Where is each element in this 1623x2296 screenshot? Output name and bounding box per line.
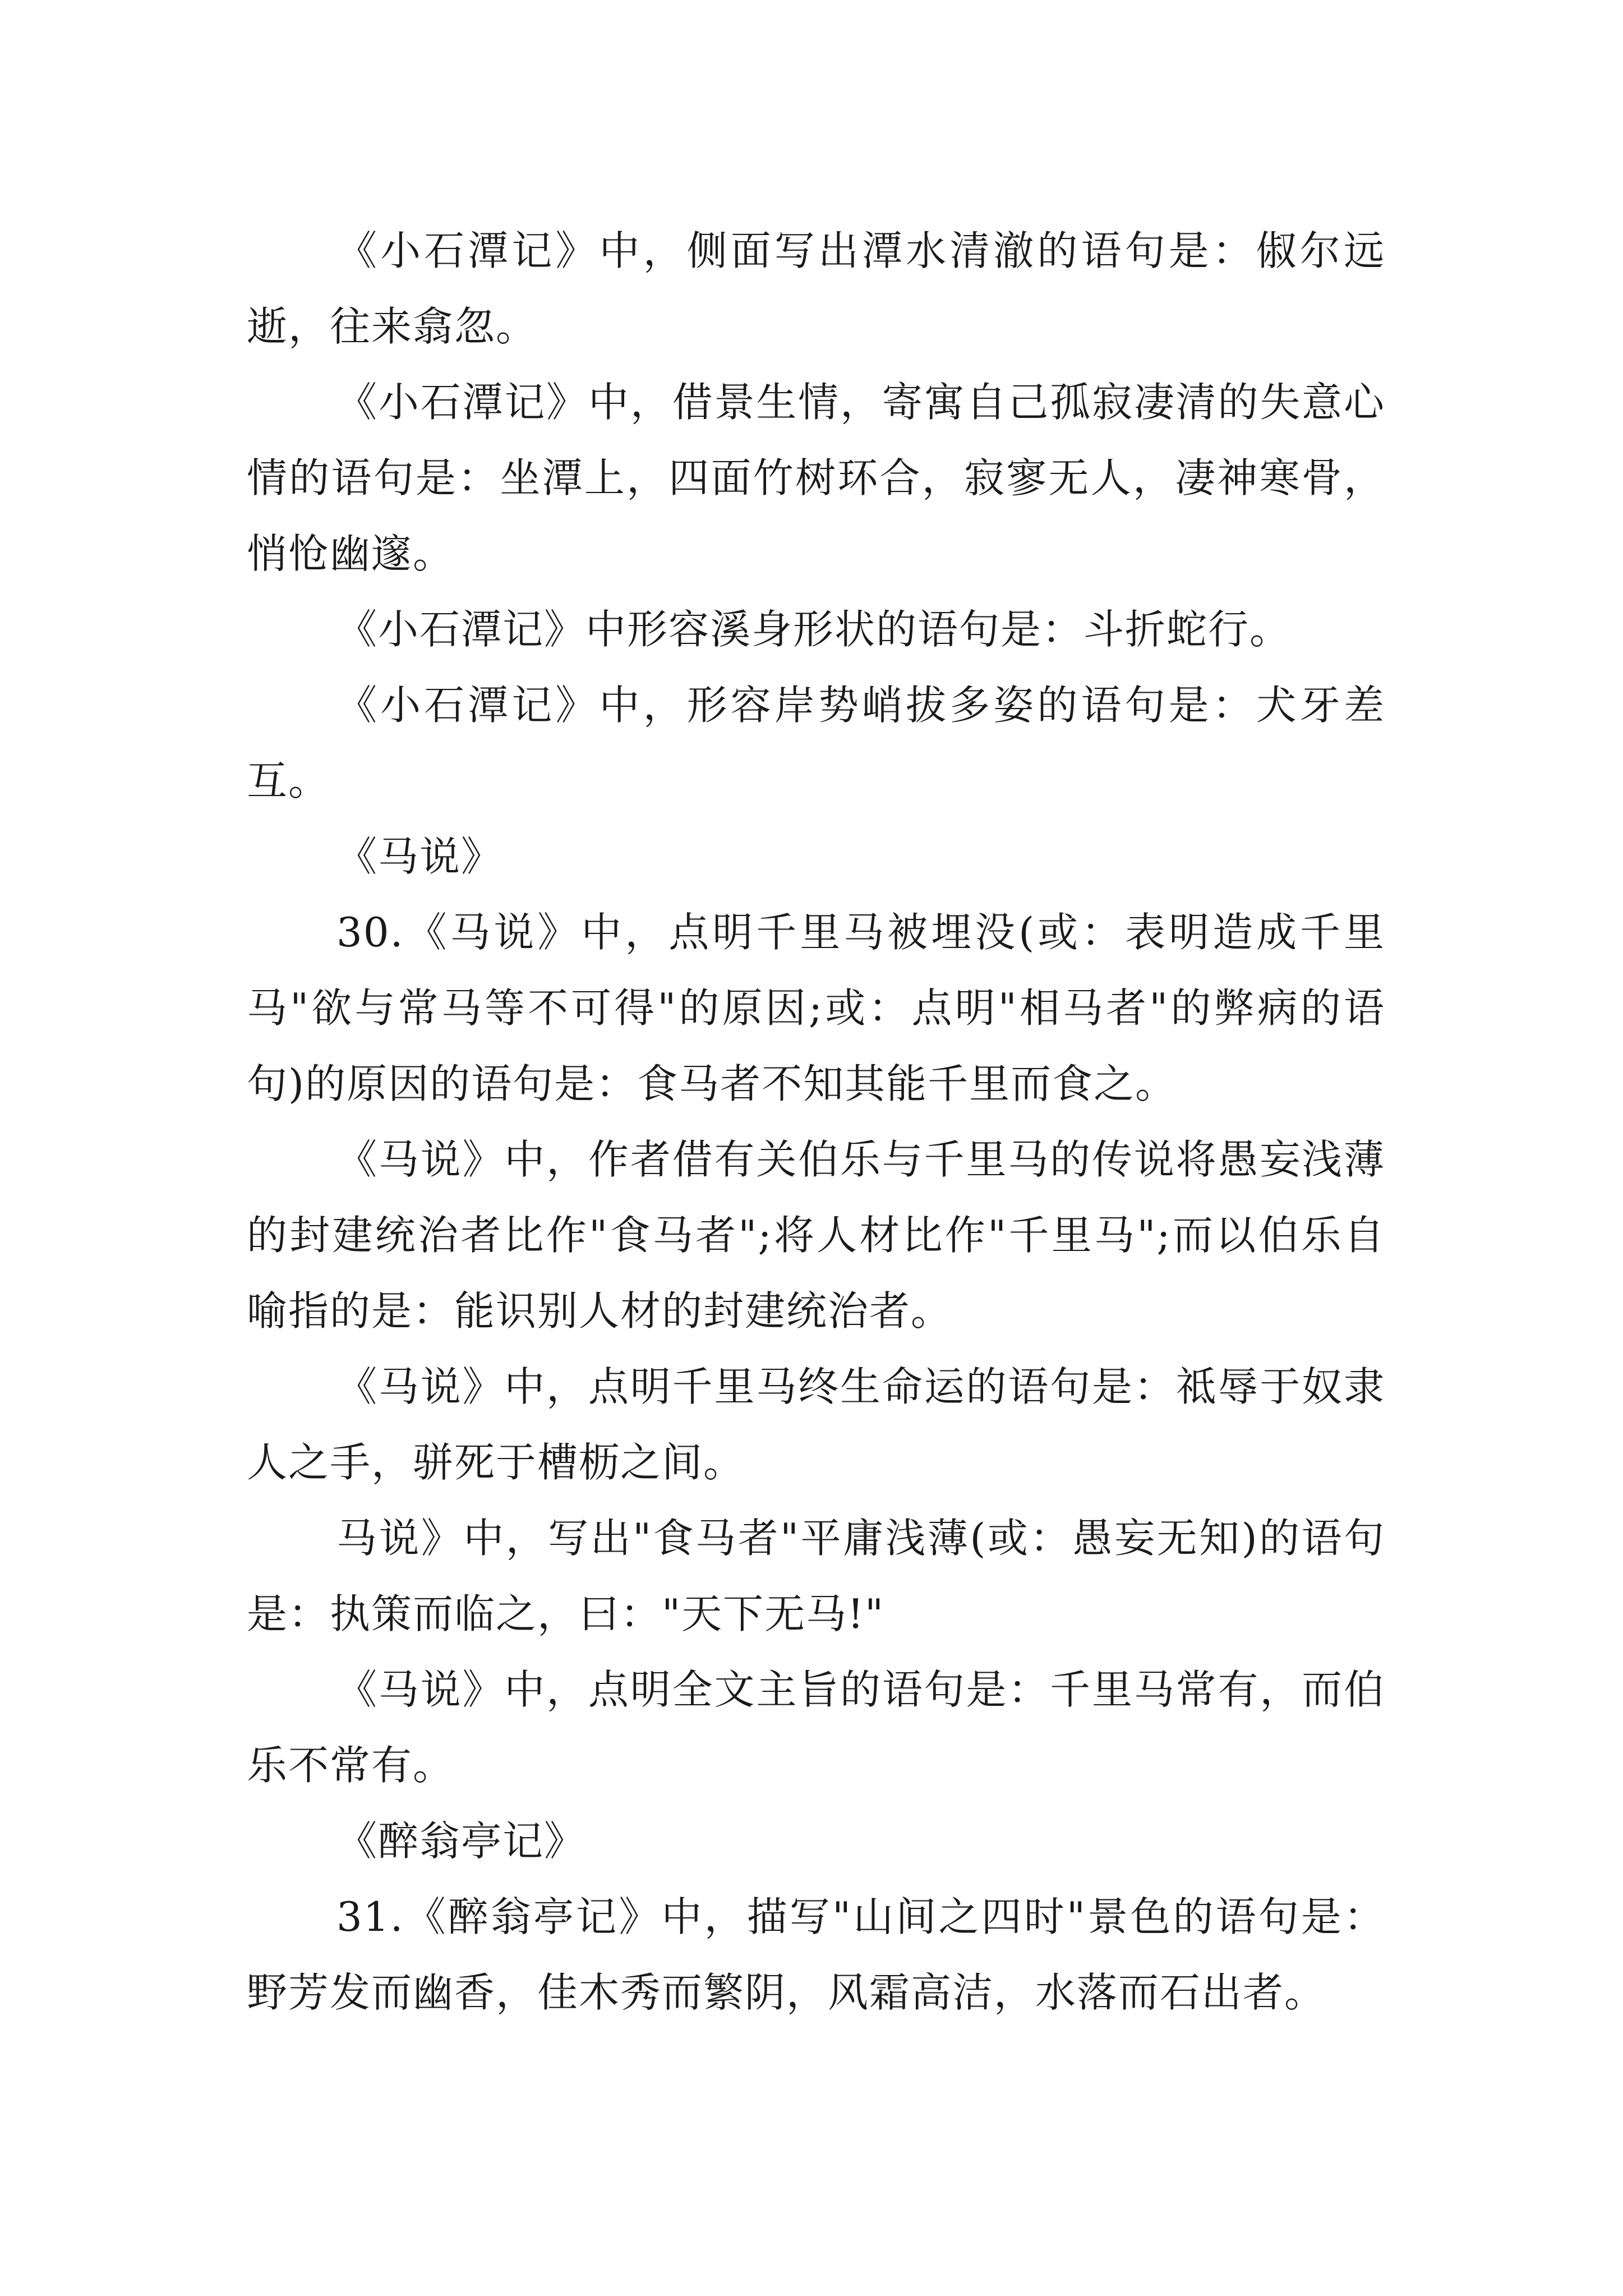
paragraph-xiaoshitan-stream-shape: 《小石潭记》中形容溪身形状的语句是：斗折蛇行。: [336, 606, 1292, 653]
document-body: [247, 213, 1385, 2031]
paragraph-zuiwengting-item-31: 31.《醉翁亭记》中，描写"山间之四时"景色的语句是：野芳发而幽香，佳木秀而繁阴，风霜高洁，水落而石出者。: [247, 1893, 1385, 2016]
section-heading-zuiwengting: 《醉翁亭记》: [336, 1818, 586, 1865]
paragraph-mashuo-theme: 《马说》中，点明全文主旨的语句是：千里马常有，而伯乐不常有。: [247, 1666, 1385, 1789]
paragraph-xiaoshitan-clear-water: 《小石潭记》中，侧面写出潭水清澈的语句是：俶尔远逝，往来翕忽。: [247, 227, 1385, 350]
paragraph-mashuo-item-30: 30.《马说》中，点明千里马被埋没(或：表明造成千里马"欲与常马等不可得"的原因;或：点明"相马者"的弊病的语句)的原因的语句是：食马者不知其能千里而食之。: [247, 909, 1385, 1107]
paragraph-mashuo-metaphor: 《马说》中，作者借有关伯乐与千里马的传说将愚妄浅薄的封建统治者比作"食马者";将人材比作"千里马";而以伯乐自喻指的是：能识别人材的封建统治者。: [247, 1136, 1385, 1335]
paragraph-xiaoshitan-bank-shape: 《小石潭记》中，形容岸势峭拔多姿的语句是：犬牙差互。: [247, 682, 1385, 804]
paragraph-xiaoshitan-mood: 《小石潭记》中，借景生情，寄寓自己孤寂凄清的失意心情的语句是：坐潭上，四面竹树环合，寂寥无人，凄神寒骨，悄怆幽邃。: [247, 379, 1385, 577]
section-heading-mashuo: 《马说》: [336, 833, 503, 880]
paragraph-mashuo-fate: 《马说》中，点明千里马终生命运的语句是：祗辱于奴隶人之手，骈死于槽枥之间。: [247, 1363, 1385, 1486]
paragraph-mashuo-feeders: 马说》中，写出"食马者"平庸浅薄(或：愚妄无知)的语句是：执策而临之，曰："天下无马!": [247, 1515, 1385, 1637]
